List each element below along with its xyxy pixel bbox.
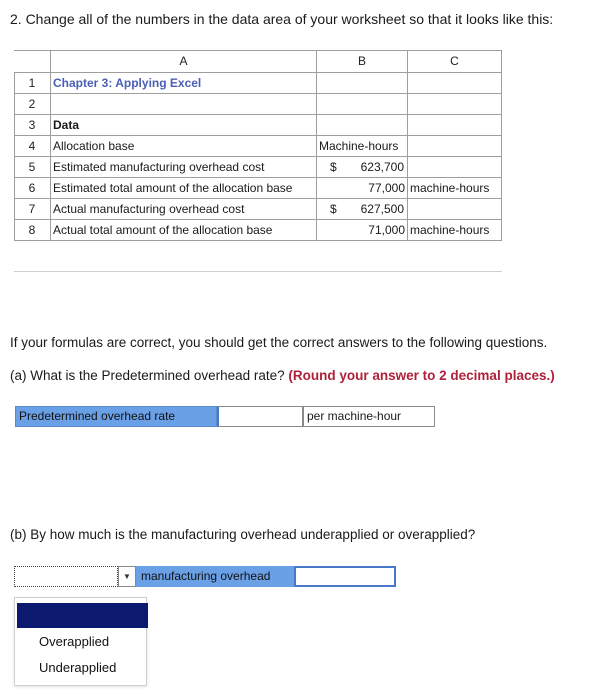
cell-a6: Estimated total amount of the allocation base xyxy=(53,181,293,195)
rate-unit: per machine-hour xyxy=(303,406,435,427)
row-number: 2 xyxy=(28,97,36,111)
col-header-b: B xyxy=(357,54,366,68)
cell-c6: machine-hours xyxy=(410,181,490,195)
cell-c8: machine-hours xyxy=(410,223,490,237)
cell-a7: Actual manufacturing overhead cost xyxy=(53,202,245,216)
dropdown-toggle-button[interactable] xyxy=(118,566,136,587)
intro-text: If your formulas are correct, you should get the correct answers to the following questions. xyxy=(10,335,548,350)
col-header-a: A xyxy=(179,54,188,68)
instruction-text: 2. Change all of the numbers in the data area of your worksheet so that it looks like this: xyxy=(10,11,554,27)
cell-b4: Machine-hours xyxy=(319,139,399,153)
row-number: 3 xyxy=(28,118,36,132)
row-number: 4 xyxy=(28,139,36,153)
dropdown-option-overapplied[interactable]: Overapplied xyxy=(39,634,110,649)
row-number: 8 xyxy=(28,223,36,237)
chevron-down-icon: ▼ xyxy=(123,572,131,581)
question-b-text: (b) By how much is the manufacturing overhead underapplied or overapplied? xyxy=(10,527,476,542)
dropdown-option-blank[interactable] xyxy=(17,603,148,628)
data-heading: Data xyxy=(53,118,80,132)
rate-label: Predetermined overhead rate xyxy=(15,406,217,427)
row-number: 5 xyxy=(28,160,36,174)
cell-b5: 623,700 xyxy=(360,160,404,174)
row-number: 7 xyxy=(28,202,36,216)
row-number: 6 xyxy=(28,181,36,195)
question-a-text: (a) What is the Predetermined overhead rate? xyxy=(10,368,285,383)
overhead-amount-input[interactable] xyxy=(294,566,396,587)
col-header-c: C xyxy=(450,54,459,68)
question-a xyxy=(10,368,555,383)
dropdown-option-underapplied[interactable]: Underapplied xyxy=(39,660,117,675)
dropdown-menu xyxy=(14,597,147,686)
cell-b6: 77,000 xyxy=(368,181,405,195)
cell-b8: 71,000 xyxy=(368,223,405,237)
row-number: 1 xyxy=(28,76,36,90)
cell-a8: Actual total amount of the allocation base xyxy=(53,223,273,237)
cell-a5: Estimated manufacturing overhead cost xyxy=(53,160,265,174)
applied-select[interactable] xyxy=(14,566,118,587)
sheet-title: Chapter 3: Applying Excel xyxy=(53,76,202,90)
rounding-note: (Round your answer to 2 decimal places.) xyxy=(288,368,555,383)
overhead-label: manufacturing overhead xyxy=(136,566,294,587)
spreadsheet xyxy=(14,50,502,272)
currency-symbol: $ xyxy=(330,160,337,174)
cell-a4: Allocation base xyxy=(53,139,135,153)
cell-b7: 627,500 xyxy=(360,202,404,216)
currency-symbol: $ xyxy=(330,202,337,216)
rate-input[interactable] xyxy=(217,406,303,427)
